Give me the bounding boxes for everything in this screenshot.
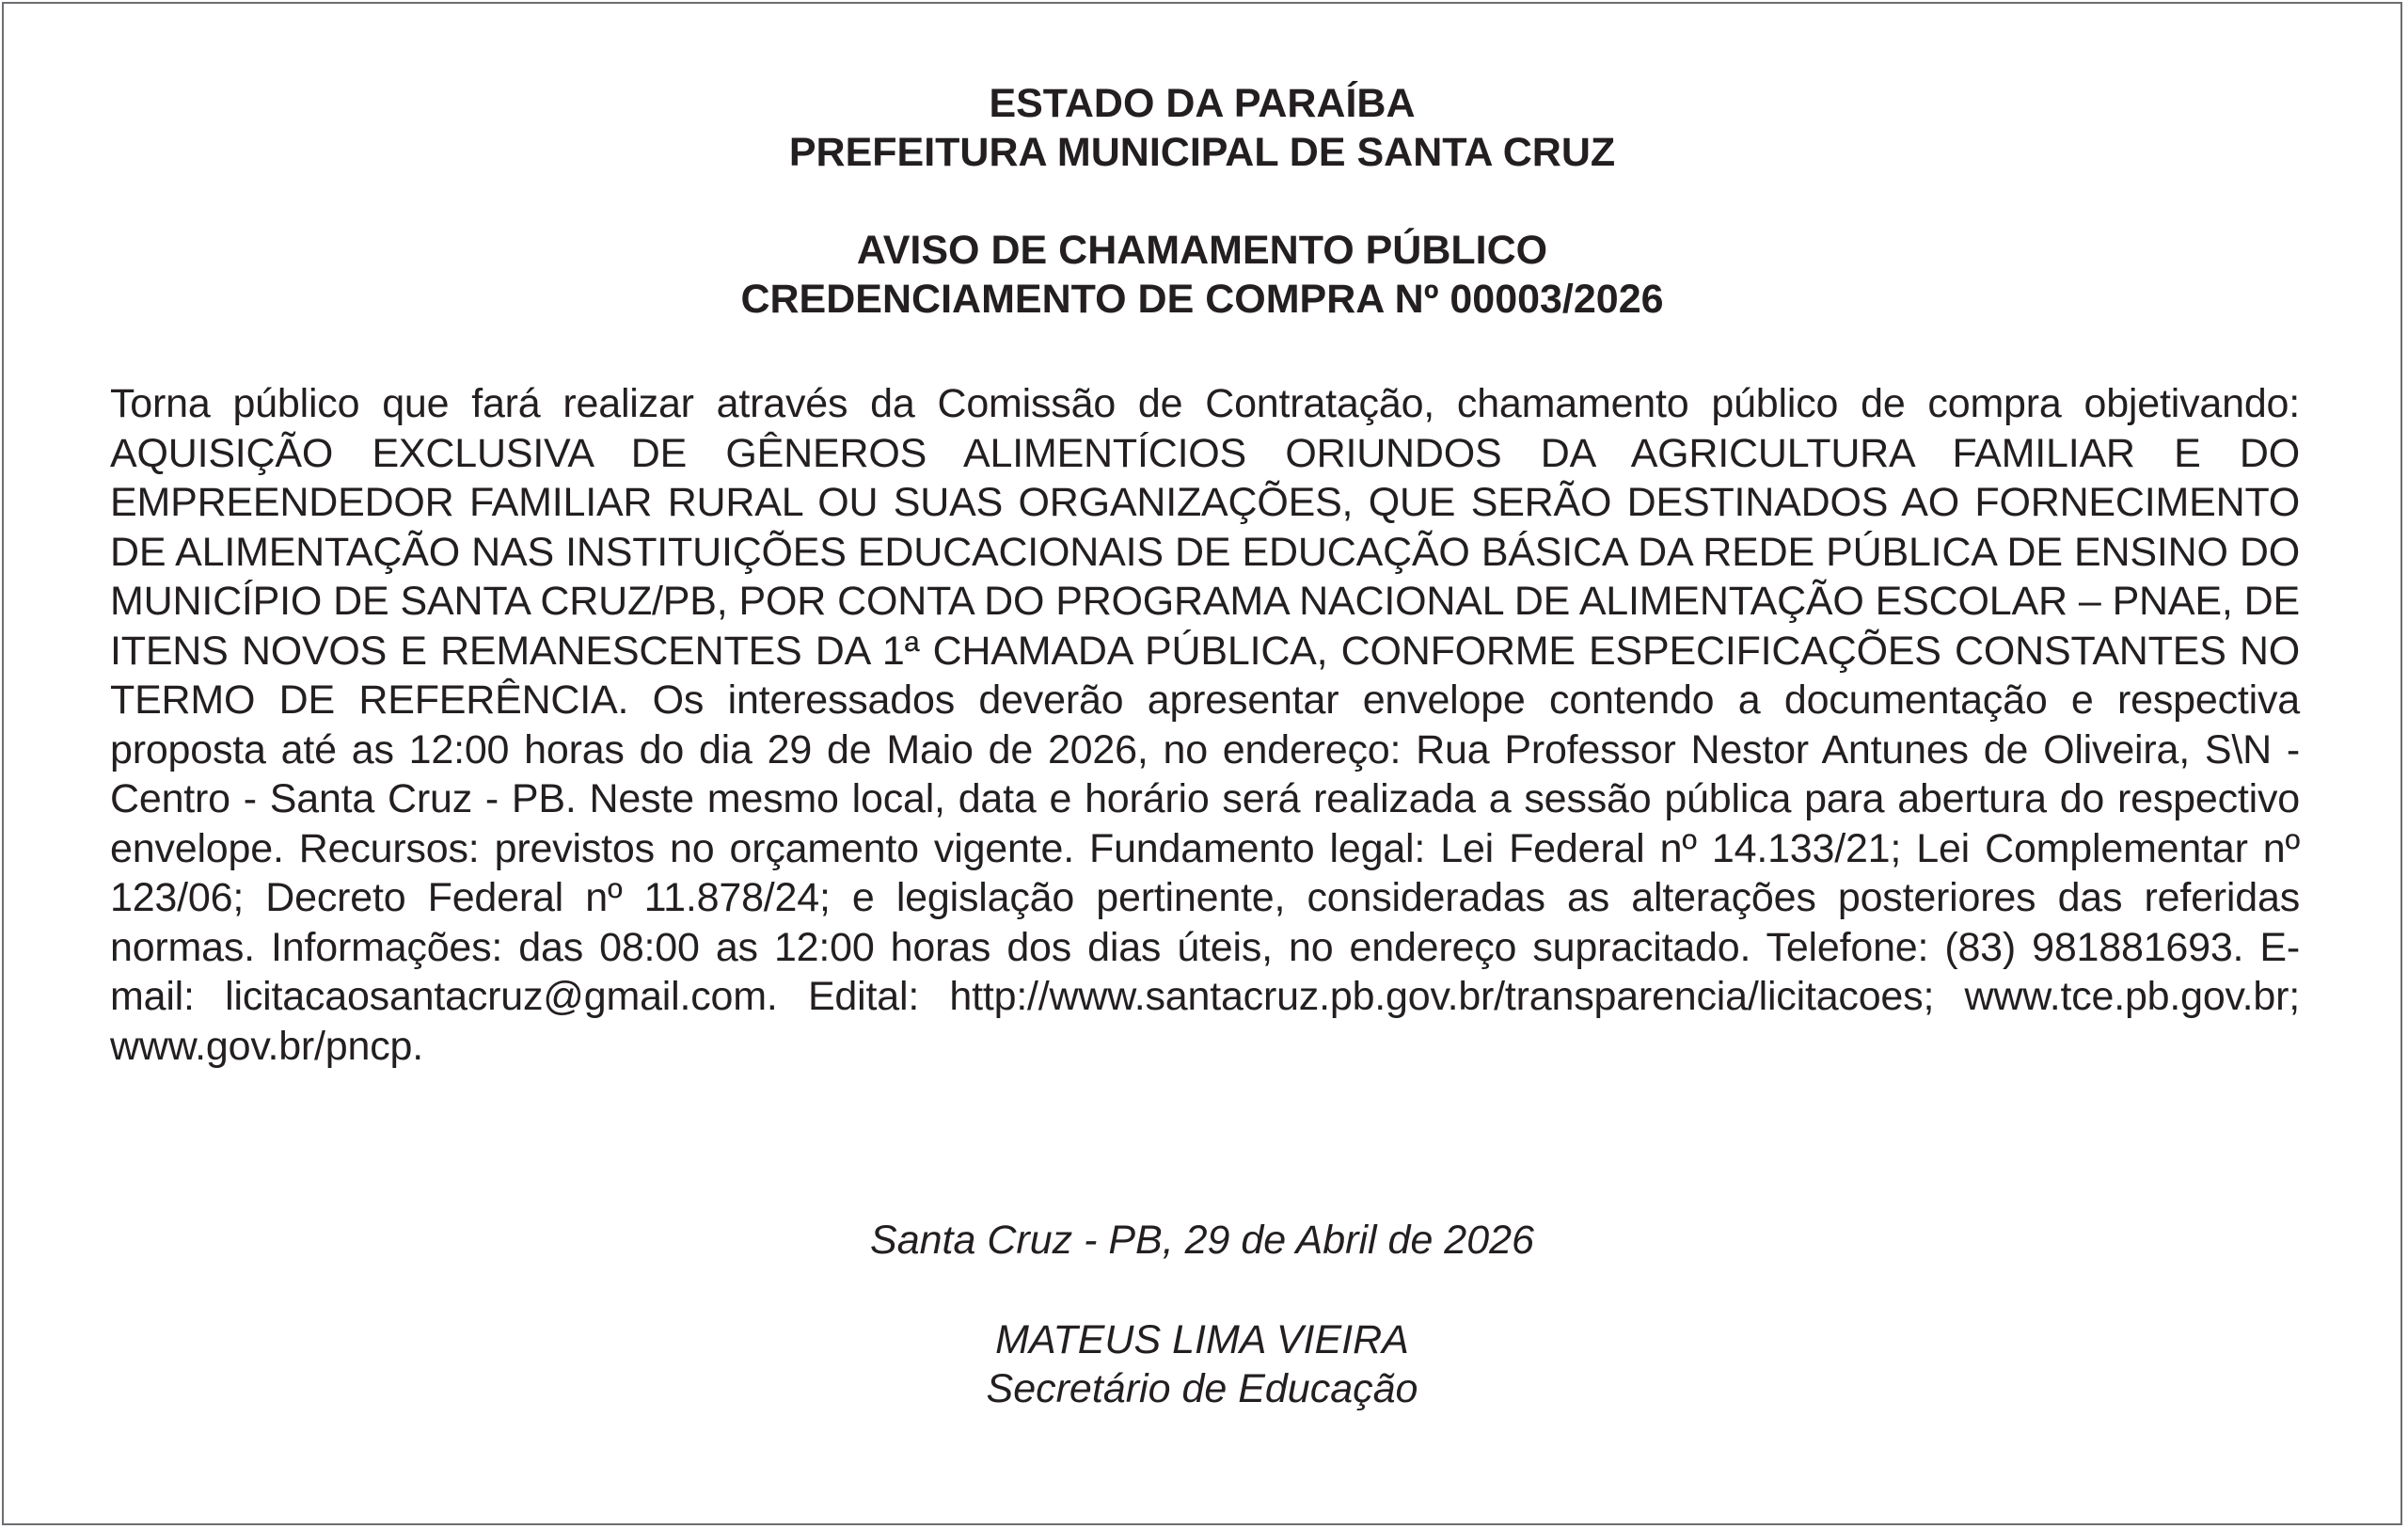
signatory-name: MATEUS LIMA VIEIRA [995,1317,1409,1362]
notice-title [0,226,2404,275]
state-heading [0,79,2404,128]
credential-title [0,275,2404,324]
notice-body [110,379,2300,1071]
signatory-role: Secretário de Educação [986,1366,1418,1411]
notice-title-text: AVISO DE CHAMAMENTO PÚBLICO [856,228,1548,273]
credential-title-text: CREDENCIAMENTO DE COMPRA Nº 00003/2026 [740,277,1664,322]
city-hall-heading [0,128,2404,177]
city-hall-name: PREFEITURA MUNICIPAL DE SANTA CRUZ [788,130,1616,175]
body-details: Os interessados deverão apresentar envelope contendo a documentação e respectiva proposta até as 12:00 horas do dia 29 de Maio de 2026, no endereço: Rua Professor Nestor Antunes de Oliveira, S\N - Centro - Santa Cruz - PB. Neste mesmo local, data e horário será realizada a sessão pública para abertura do respectivo envelope. Recursos: previstos no orçamento vigente. Fundamento legal: Lei Federal nº 14.133/21; Lei Complementar nº 123/06; Decreto Federal nº 11.878/24; e legislação pertinente, consideradas as alterações posteriores das referidas normas. Informações: das 08:00 as 12:00 horas dos dias úteis, no endereço supracitado. Telefone: (83) 981881693. E-mail: licitacaosantacruz@gmail.com. Edital: http://www.santacruz.pb.gov.br/transparencia/licitacoes; www.tce.pb.gov.br; www.gov.br/pncp. [110,677,2300,1069]
body-intro: Torna público que fará realizar através da Comissão de Contratação, chamamento público de compra objetivando: [110,381,2300,426]
body-object: AQUISIÇÃO EXCLUSIVA DE GÊNEROS ALIMENTÍCIOS ORIUNDOS DA AGRICULTURA FAMILIAR E DO EMPREENDEDOR FAMILIAR RURAL OU SUAS ORGANIZAÇÕES, QUE SERÃO DESTINADOS AO FORNECIMENTO DE ALIMENTAÇÃO NAS INSTITUIÇÕES EDUCACIONAIS DE EDUCAÇÃO BÁSICA DA REDE PÚBLICA DE ENSINO DO MUNICÍPIO DE SANTA CRUZ/PB, POR CONTA DO PROGRAMA NACIONAL DE ALIMENTAÇÃO ESCOLAR – PNAE, DE ITENS NOVOS E REMANESCENTES DA 1ª CHAMADA PÚBLICA, CONFORME ESPECIFICAÇÕES CONSTANTES NO TERMO DE REFERÊNCIA. [110,430,2300,723]
place-and-date: Santa Cruz - PB, 29 de Abril de 2026 [870,1218,1534,1263]
state-name: ESTADO DA PARAÍBA [989,81,1416,126]
